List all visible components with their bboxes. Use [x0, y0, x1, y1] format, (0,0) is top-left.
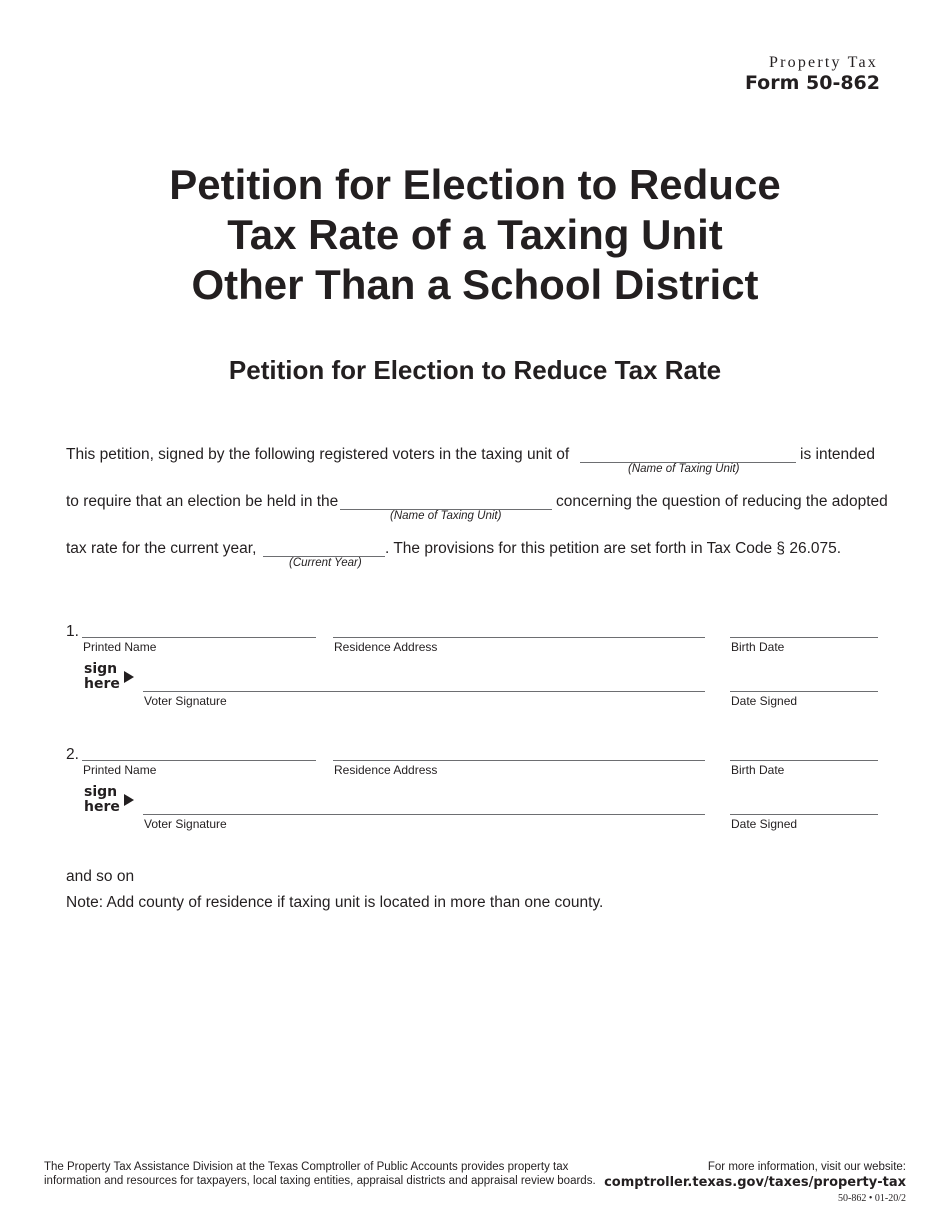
printed-name-field[interactable]: [82, 637, 316, 638]
signer-number: 1.: [66, 623, 79, 640]
petition-text-3a: tax rate for the current year,: [66, 540, 257, 557]
date-signed-field[interactable]: [730, 691, 878, 692]
here-label: here: [84, 676, 120, 692]
petition-text-1b: is intended: [800, 446, 875, 463]
sign-label: sign: [84, 661, 118, 677]
voter-signature-field[interactable]: [143, 814, 705, 815]
form-number: Form 50-862: [744, 72, 880, 94]
residence-address-field[interactable]: [333, 760, 705, 761]
voter-signature-field[interactable]: [143, 691, 705, 692]
footer-website-link[interactable]: comptroller.texas.gov/taxes/property-tax: [604, 1175, 906, 1190]
voter-signature-label: Voter Signature: [144, 817, 227, 831]
page-subtitle: Petition for Election to Reduce Tax Rate: [228, 355, 722, 385]
title-line: Tax Rate of a Taxing Unit: [227, 211, 723, 258]
petition-text-2b: concerning the question of reducing the adopted: [556, 493, 888, 510]
voter-signature-label: Voter Signature: [144, 694, 227, 708]
footer-info-text: For more information, visit our website:: [707, 1161, 906, 1173]
residence-address-label: Residence Address: [334, 640, 438, 654]
footer-line: The Property Tax Assistance Division at the Texas Comptroller of Public Accounts provides property tax: [44, 1161, 569, 1173]
arrow-right-icon: [124, 671, 134, 683]
birth-date-field[interactable]: [730, 637, 878, 638]
title-line: Other Than a School District: [191, 261, 759, 308]
and-so-on-text: and so on: [66, 868, 135, 885]
petition-text-1a: This petition, signed by the following registered voters in the taxing unit of: [66, 446, 570, 463]
signer-number: 2.: [66, 746, 79, 763]
sign-here-marker: [84, 785, 120, 815]
county-note: Note: Add county of residence if taxing unit is located in more than one county.: [66, 894, 604, 911]
caption-taxing-unit-2: (Name of Taxing Unit): [390, 510, 502, 522]
printed-name-field[interactable]: [82, 760, 316, 761]
arrow-right-icon: [124, 794, 134, 806]
sign-here-marker: [84, 662, 120, 692]
here-label: here: [84, 799, 120, 815]
petition-text-3b: . The provisions for this petition are set forth in Tax Code § 26.075.: [385, 540, 842, 557]
form-category: Property Tax: [769, 54, 878, 71]
title-line: Petition for Election to Reduce: [169, 161, 781, 208]
footer-form-code: 50-862 • 01-20/2: [838, 1193, 906, 1204]
sign-label: sign: [84, 784, 118, 800]
caption-taxing-unit-1: (Name of Taxing Unit): [628, 463, 740, 475]
footer-line: information and resources for taxpayers, local taxing entities, appraisal districts and appraisal review boards.: [44, 1175, 596, 1187]
date-signed-field[interactable]: [730, 814, 878, 815]
residence-address-field[interactable]: [333, 637, 705, 638]
date-signed-label: Date Signed: [731, 817, 798, 831]
birth-date-label: Birth Date: [731, 763, 785, 777]
residence-address-label: Residence Address: [334, 763, 438, 777]
printed-name-label: Printed Name: [83, 763, 157, 777]
date-signed-label: Date Signed: [731, 694, 798, 708]
birth-date-field[interactable]: [730, 760, 878, 761]
caption-current-year: (Current Year): [289, 557, 362, 569]
birth-date-label: Birth Date: [731, 640, 785, 654]
printed-name-label: Printed Name: [83, 640, 157, 654]
petition-text-2a: to require that an election be held in the: [66, 493, 339, 510]
footer-description: [44, 1160, 596, 1188]
page-title: [0, 160, 950, 310]
